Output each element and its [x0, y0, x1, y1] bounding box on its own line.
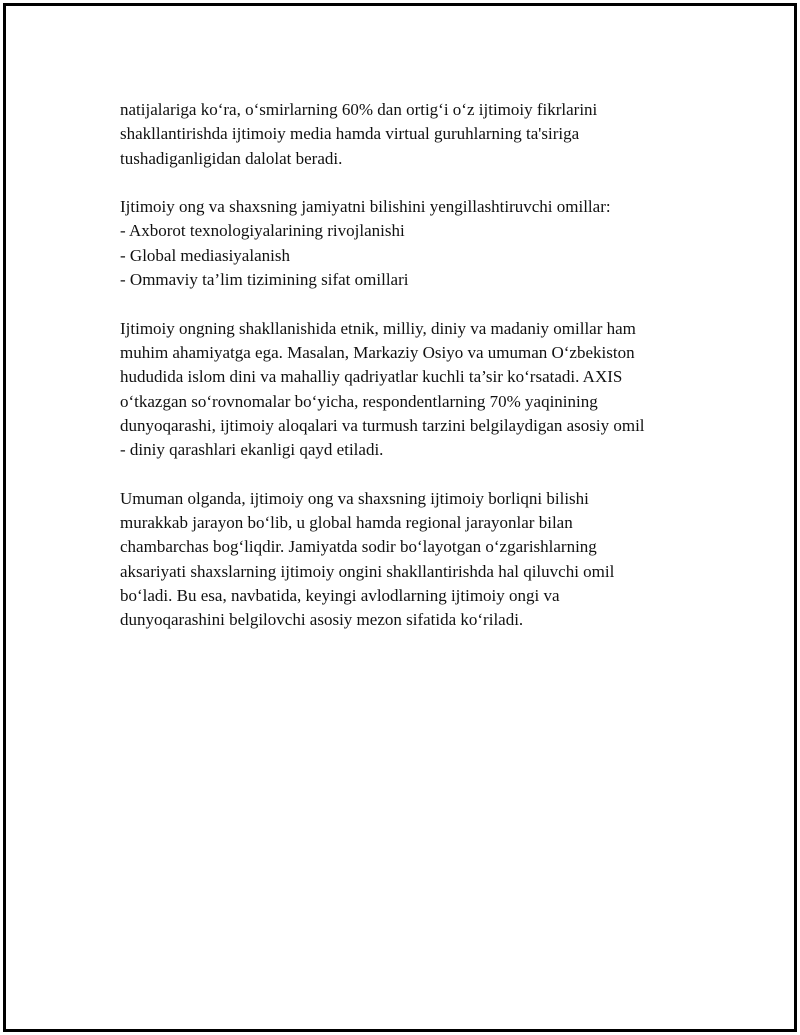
document-body: [120, 98, 700, 657]
text-line: hududida islom dini va mahalliy qadriyatlar kuchli ta’sir ko‘rsatadi. AXIS: [120, 367, 623, 387]
text-line: muhim ahamiyatga ega. Masalan, Markaziy Osiyo va umuman O‘zbekiston: [120, 342, 635, 362]
list-item: - Ommaviy ta’lim tizimining sifat omillari: [120, 270, 409, 290]
text-line: - diniy qarashlari ekanligi qayd etiladi.: [120, 440, 384, 460]
text-line: dunyoqarashini belgilovchi asosiy mezon sifatida ko‘riladi.: [120, 610, 524, 630]
text-line: murakkab jarayon bo‘lib, u global hamda regional jarayonlar bilan: [120, 513, 573, 533]
text-line: Umuman olganda, ijtimoiy ong va shaxsning ijtimoiy borliqni bilishi: [120, 488, 589, 508]
list-item: - Global mediasiyalanish: [120, 245, 290, 265]
text-line: Ijtimoiy ongning shakllanishida etnik, milliy, diniy va madaniy omillar ham: [120, 318, 636, 338]
text-line: natijalariga ko‘ra, o‘smirlarning 60% dan ortig‘i o‘z ijtimoiy fikrlarini: [120, 100, 598, 119]
text-line: tushadiganligidan dalolat beradi.: [120, 148, 343, 168]
paragraph-1: [120, 98, 700, 171]
text-line: chambarchas bog‘liqdir. Jamiyatda sodir bo‘layotgan o‘zgarishlarning: [120, 537, 597, 557]
factors-section: [120, 195, 700, 292]
text-line: bo‘ladi. Bu esa, navbatida, keyingi avlodlarning ijtimoiy ongi va: [120, 585, 560, 605]
text-line: o‘tkazgan so‘rovnomalar bo‘yicha, respondentlarning 70% yaqinining: [120, 391, 598, 411]
list-item: - Axborot texnologiyalarining rivojlanishi: [120, 221, 405, 241]
text-line: dunyoqarashi, ijtimoiy aloqalari va turmush tarzini belgilaydigan asosiy omil: [120, 415, 645, 435]
paragraph-3: [120, 487, 700, 633]
factors-list: [120, 219, 700, 292]
text-line: shakllantirishda ijtimoiy media hamda virtual guruhlarning ta'siriga: [120, 124, 580, 144]
factors-heading: Ijtimoiy ong va shaxsning jamiyatni bilishini yengillashtiruvchi omillar:: [120, 197, 611, 217]
text-line: aksariyati shaxslarning ijtimoiy ongini shakllantirishda hal qiluvchi omil: [120, 561, 615, 581]
page-frame: [3, 3, 797, 1032]
paragraph-2: [120, 317, 700, 463]
